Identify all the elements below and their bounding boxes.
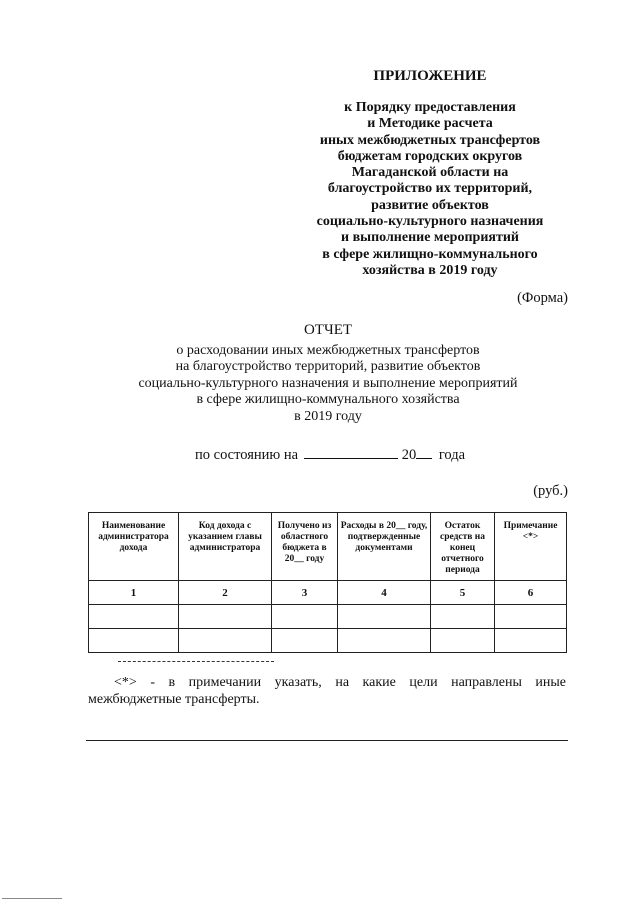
column-number: 4 xyxy=(338,581,431,605)
table-cell[interactable] xyxy=(431,605,495,629)
column-number: 2 xyxy=(179,581,272,605)
as-of-prefix: по состоянию на xyxy=(195,447,299,463)
column-number: 1 xyxy=(89,581,179,605)
table-cell[interactable] xyxy=(89,605,179,629)
report-line: в 2019 году xyxy=(294,408,362,424)
table-cell[interactable] xyxy=(338,605,431,629)
year-prefix: 20 xyxy=(401,447,417,463)
footnote-divider xyxy=(118,661,274,662)
header-expenses: Расходы в 20__ году, подтвержденные документами xyxy=(338,513,431,581)
appendix-line: Магаданской области на xyxy=(351,165,509,181)
appendix-line: хозяйства в 2019 году xyxy=(362,262,498,278)
column-number: 6 xyxy=(495,581,567,605)
table-header-row xyxy=(89,513,567,581)
table-cell[interactable] xyxy=(179,629,272,653)
form-label: (Форма) xyxy=(517,290,568,306)
appendix-line: к Порядку предоставления xyxy=(344,100,516,115)
table-cell[interactable] xyxy=(495,629,567,653)
appendix-line: и Методике расчета xyxy=(367,116,493,132)
date-blank-field[interactable] xyxy=(304,446,398,459)
report-line: социально-культурного назначения и выполнение мероприятий xyxy=(138,375,518,391)
column-number: 3 xyxy=(272,581,338,605)
header-received: Получено из областного бюджета в 20__ году xyxy=(272,513,338,581)
scan-edge-mark xyxy=(2,898,62,899)
table-cell[interactable] xyxy=(495,605,567,629)
table-cell[interactable] xyxy=(179,605,272,629)
year-blank-field[interactable] xyxy=(416,446,432,459)
header-note: Примечание <*> xyxy=(495,513,567,581)
appendix-line: благоустройство их территорий, xyxy=(327,181,533,197)
currency-label: (руб.) xyxy=(533,483,568,499)
report-line: на благоустройство территорий, развитие объектов xyxy=(175,359,481,375)
report-line: в сфере жилищно-коммунального хозяйства xyxy=(196,392,460,408)
appendix-line: в сфере жилищно-коммунального xyxy=(322,246,538,262)
header-income-code: Код дохода с указанием главы администратора xyxy=(179,513,272,581)
report-table xyxy=(88,512,567,653)
report-subtitle xyxy=(90,343,566,425)
appendix-line: развитие объектов xyxy=(371,197,489,213)
table-row xyxy=(89,629,567,653)
table-cell[interactable] xyxy=(431,629,495,653)
table-number-row xyxy=(89,581,567,605)
appendix-text xyxy=(300,100,560,279)
table-cell[interactable] xyxy=(272,629,338,653)
as-of-suffix: года xyxy=(438,447,466,463)
table-cell[interactable] xyxy=(272,605,338,629)
appendix-line: иных межбюджетных трансфертов xyxy=(319,132,541,148)
table-row xyxy=(89,605,567,629)
bottom-rule xyxy=(86,740,568,741)
footnote-text: <*> - в примечании указать, на какие цели направлены иные межбюджетные трансферты. xyxy=(88,675,566,707)
column-number: 5 xyxy=(431,581,495,605)
table-cell[interactable] xyxy=(89,629,179,653)
as-of-date-line xyxy=(195,446,465,464)
report-line: о расходовании иных межбюджетных трансфертов xyxy=(176,343,480,358)
header-remainder: Остаток средств на конец отчетного периода xyxy=(431,513,495,581)
appendix-line: социально-культурного назначения xyxy=(316,214,544,230)
appendix-title: ПРИЛОЖЕНИЕ xyxy=(373,68,487,84)
header-administrator: Наименование администратора дохода xyxy=(89,513,179,581)
report-title: ОТЧЕТ xyxy=(303,322,353,338)
appendix-line: и выполнение мероприятий xyxy=(341,230,519,246)
table-cell[interactable] xyxy=(338,629,431,653)
appendix-line: бюджетам городских округов xyxy=(337,148,523,164)
